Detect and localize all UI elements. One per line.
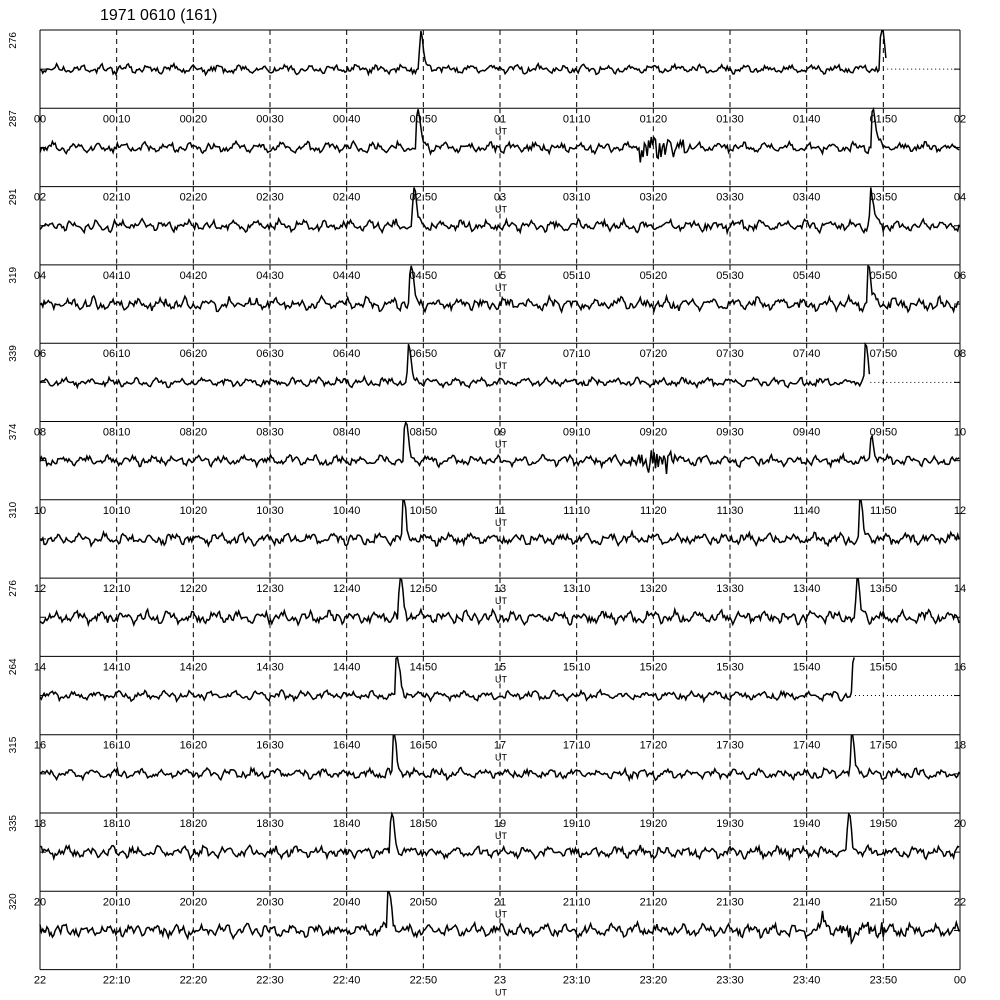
tick-label: 14:10 (102, 661, 131, 674)
tick-label: 16 (953, 661, 967, 674)
tick-label: 00:40 (332, 113, 361, 126)
tick-label: 15:50 (869, 661, 898, 674)
tick-label: 15 (493, 661, 507, 674)
side-label: 287 (8, 110, 19, 127)
side-label: 335 (8, 815, 19, 832)
panel-9 (8, 656, 966, 762)
tick-label: 01:40 (792, 113, 821, 126)
unit-label: UT (495, 361, 507, 372)
tick-label: 12:50 (409, 583, 438, 596)
tick-label: 05:10 (562, 269, 591, 282)
tick-label: 18:30 (256, 818, 284, 830)
tick-label: 04 (953, 191, 967, 204)
tick-label: 09:40 (792, 426, 821, 439)
tick-label: 22:10 (102, 974, 131, 987)
tick-label: 16:50 (409, 739, 438, 752)
panel-10 (8, 735, 966, 841)
chart-title: 1971 0610 (161) (100, 7, 218, 24)
tick-label: 19:10 (562, 818, 591, 830)
tick-label: 14:40 (332, 661, 361, 674)
panel-3 (8, 187, 966, 293)
panel-2 (8, 108, 966, 214)
tick-label: 07:40 (792, 348, 821, 361)
tick-label: 04:20 (179, 269, 208, 282)
tick-label: 00:50 (409, 113, 438, 126)
tick-label: 07 (493, 348, 507, 361)
side-label: 315 (8, 736, 19, 754)
tick-label: 06 (953, 269, 967, 282)
tick-label: 04:50 (409, 269, 438, 282)
tick-label: 06 (33, 348, 47, 361)
tick-label: 17:10 (562, 739, 591, 752)
tick-label: 04:30 (256, 269, 284, 282)
tick-label: 20:30 (256, 896, 284, 909)
series-line (40, 31, 886, 75)
side-label: 339 (8, 345, 19, 362)
panel-8 (8, 578, 966, 684)
tick-label: 13:20 (639, 583, 668, 596)
tick-label: 19:50 (869, 818, 898, 830)
panel-6 (8, 422, 966, 528)
unit-label: UT (495, 204, 507, 215)
tick-label: 03:20 (639, 191, 668, 204)
tick-label: 12 (33, 583, 47, 596)
tick-label: 20:40 (332, 896, 361, 909)
panel-1 (8, 30, 966, 136)
panel-7 (8, 500, 966, 606)
tick-label: 01:10 (562, 113, 591, 126)
unit-label: UT (495, 674, 507, 685)
tick-label: 12:40 (332, 583, 361, 596)
tick-label: 11 (494, 504, 506, 517)
tick-label: 14:50 (409, 661, 438, 674)
tick-label: 11:50 (869, 504, 897, 517)
tick-label: 10:40 (332, 504, 361, 517)
unit-label: UT (495, 987, 507, 998)
tick-label: 11:30 (716, 504, 744, 517)
tick-label: 05:20 (639, 269, 668, 282)
tick-label: 05 (493, 269, 507, 282)
tick-label: 23:50 (869, 974, 898, 987)
tick-label: 10:30 (256, 504, 284, 517)
tick-label: 13:40 (792, 583, 821, 596)
tick-label: 20:20 (179, 896, 208, 909)
tick-label: 16 (33, 739, 47, 752)
tick-label: 06:20 (179, 348, 208, 361)
tick-label: 10 (953, 426, 967, 439)
tick-label: 21:30 (716, 896, 744, 909)
tick-label: 23 (493, 974, 507, 987)
tick-label: 20 (33, 896, 47, 909)
tick-label: 05:30 (716, 269, 744, 282)
side-label: 291 (8, 188, 19, 206)
tick-label: 10:50 (409, 504, 438, 517)
tick-label: 11:40 (793, 504, 821, 517)
side-label: 276 (8, 32, 19, 49)
tick-label: 14:20 (179, 661, 208, 674)
tick-label: 00 (953, 974, 967, 987)
tick-label: 05:50 (869, 269, 898, 282)
tick-label: 15:10 (562, 661, 591, 674)
unit-label: UT (495, 439, 507, 450)
tick-label: 21:10 (562, 896, 591, 909)
tick-label: 17:30 (716, 739, 744, 752)
tick-label: 22:30 (256, 974, 284, 987)
tick-label: 13 (493, 583, 507, 596)
tick-label: 11:10 (563, 504, 591, 517)
side-label: 374 (8, 423, 19, 441)
tick-label: 23:10 (562, 974, 591, 987)
tick-label: 07:10 (562, 348, 591, 361)
tick-label: 19:20 (639, 818, 668, 830)
unit-label: UT (495, 517, 507, 528)
tick-label: 19:30 (716, 818, 744, 830)
tick-label: 14 (953, 583, 967, 596)
tick-label: 02 (953, 113, 967, 126)
tick-label: 06:30 (256, 348, 284, 361)
unit-label: UT (495, 909, 507, 920)
tick-label: 01:50 (869, 113, 898, 126)
tick-label: 17:20 (639, 739, 668, 752)
tick-label: 22:40 (332, 974, 361, 987)
tick-label: 03:30 (716, 191, 744, 204)
unit-label: UT (495, 282, 507, 293)
tick-label: 07:20 (639, 348, 668, 361)
tick-label: 07:50 (869, 348, 898, 361)
tick-label: 09:20 (639, 426, 668, 439)
tick-label: 19:40 (792, 818, 821, 830)
tick-label: 13:50 (869, 583, 898, 596)
tick-label: 04:40 (332, 269, 361, 282)
tick-label: 22 (953, 896, 967, 909)
tick-label: 17:40 (792, 739, 821, 752)
side-label: 319 (8, 266, 19, 284)
tick-label: 09:10 (562, 426, 591, 439)
tick-label: 02:10 (102, 191, 131, 204)
tick-label: 22:50 (409, 974, 438, 987)
tick-label: 09 (493, 426, 507, 439)
tick-label: 15:40 (792, 661, 821, 674)
tick-label: 05:40 (792, 269, 821, 282)
tick-label: 00:10 (102, 113, 131, 126)
tick-label: 08:20 (179, 426, 208, 439)
side-label: 264 (8, 658, 19, 676)
tick-label: 21:20 (639, 896, 668, 909)
tick-label: 17:50 (869, 739, 898, 752)
tick-label: 22 (33, 974, 47, 987)
tick-label: 12 (953, 504, 967, 517)
tick-label: 03:10 (562, 191, 591, 204)
tick-label: 08 (953, 348, 967, 361)
tick-label: 11:20 (639, 504, 667, 517)
tick-label: 07:30 (716, 348, 744, 361)
panel-5 (8, 343, 966, 449)
tick-label: 21 (493, 896, 507, 909)
unit-label: UT (495, 752, 507, 763)
tick-label: 06:40 (332, 348, 361, 361)
tick-label: 12:20 (179, 583, 208, 596)
tick-label: 02 (33, 191, 47, 204)
tick-label: 13:10 (562, 583, 591, 596)
tick-label: 04:10 (102, 269, 131, 282)
tick-label: 02:40 (332, 191, 361, 204)
tick-label: 15:30 (716, 661, 744, 674)
side-label: 310 (8, 501, 19, 519)
tick-label: 19 (493, 818, 507, 830)
tick-label: 23:40 (792, 974, 821, 987)
tick-label: 21:40 (792, 896, 821, 909)
tick-label: 14:30 (256, 661, 284, 674)
tick-label: 01:20 (639, 113, 668, 126)
tick-label: 15:20 (639, 661, 668, 674)
series-line (40, 344, 869, 387)
tick-label: 20:10 (102, 896, 131, 909)
tick-label: 06:50 (409, 348, 438, 361)
tick-label: 09:50 (869, 426, 898, 439)
tick-label: 03:40 (792, 191, 821, 204)
tick-label: 10:10 (102, 504, 131, 517)
unit-label: UT (495, 831, 507, 841)
tick-label: 16:40 (332, 739, 361, 752)
tick-label: 18:40 (332, 818, 361, 830)
unit-label: UT (495, 596, 507, 607)
tick-label: 18:10 (102, 818, 131, 830)
tick-label: 16:10 (102, 739, 131, 752)
tick-label: 08:50 (409, 426, 438, 439)
tick-label: 20 (953, 818, 967, 830)
tick-label: 10 (33, 504, 47, 517)
tick-label: 18 (33, 818, 47, 830)
tick-label: 01 (493, 113, 507, 126)
tick-label: 17 (493, 739, 507, 752)
tick-label: 18:50 (409, 818, 438, 830)
tick-label: 23:20 (639, 974, 668, 987)
tick-label: 12:30 (256, 583, 284, 596)
tick-label: 08:30 (256, 426, 284, 439)
tick-label: 12:10 (102, 583, 131, 596)
tick-label: 16:20 (179, 739, 208, 752)
tick-label: 22:20 (179, 974, 208, 987)
panel-11 (8, 813, 966, 919)
panel-4 (8, 265, 966, 371)
tick-label: 00:20 (179, 113, 208, 126)
tick-label: 01:30 (716, 113, 744, 126)
tick-label: 03:50 (869, 191, 898, 204)
tick-label: 02:30 (256, 191, 284, 204)
tick-label: 21:50 (869, 896, 898, 909)
tick-label: 06:10 (102, 348, 131, 361)
tick-label: 04 (33, 269, 47, 282)
tick-label: 02:20 (179, 191, 208, 204)
tick-label: 08 (33, 426, 47, 439)
panels-group (8, 30, 966, 998)
side-label: 320 (8, 893, 19, 910)
tick-label: 02:50 (409, 191, 438, 204)
tick-label: 18:20 (179, 818, 208, 830)
tick-label: 18 (953, 739, 967, 752)
tick-label: 00:30 (256, 113, 284, 126)
tick-label: 16:30 (256, 739, 284, 752)
panel-12 (8, 891, 966, 997)
tick-label: 03 (493, 191, 507, 204)
tick-label: 09:30 (716, 426, 744, 439)
tick-label: 08:10 (102, 426, 131, 439)
tick-label: 23:30 (716, 974, 744, 987)
unit-label: UT (495, 126, 507, 137)
tick-label: 20:50 (409, 896, 438, 909)
side-label: 276 (8, 580, 19, 597)
tick-label: 13:30 (716, 583, 744, 596)
tick-label: 14 (33, 661, 47, 674)
tick-label: 10:20 (179, 504, 208, 517)
tick-label: 08:40 (332, 426, 361, 439)
tick-label: 00 (33, 113, 47, 126)
